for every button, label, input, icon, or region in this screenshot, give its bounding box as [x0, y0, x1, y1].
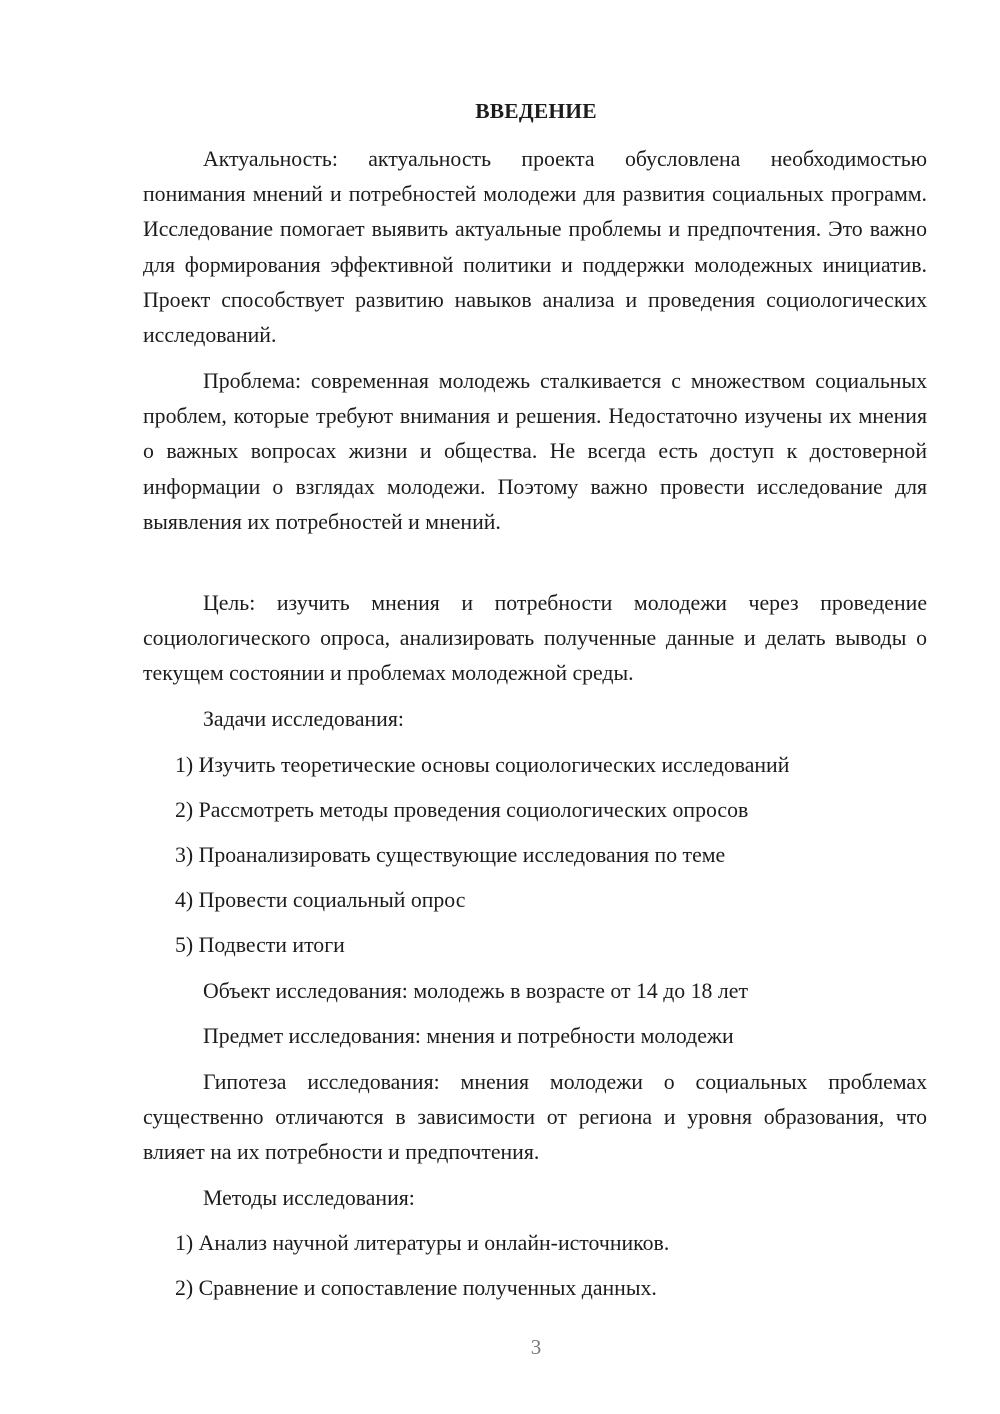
problem-paragraph: Проблема: современная молодежь сталкивается с множеством социальных проблем, которые требуют внимания и решения. Недостаточно изучены их мнения о важных вопросах жизни и общества. Не всегда есть доступ к достоверной информации о взглядах молодежи. Поэтому важно провести исследование для выявления их потребностей и мнений. — [143, 369, 927, 534]
task-item: 1) Изучить теоретические основы социологических исследований — [175, 753, 790, 777]
research-subject: Предмет исследования: мнения и потребности молодежи — [203, 1024, 734, 1048]
task-item: 2) Рассмотреть методы проведения социологических опросов — [175, 798, 749, 822]
page-number: 3 — [530, 1335, 542, 1359]
method-item: 1) Анализ научной литературы и онлайн-источников. — [175, 1231, 670, 1255]
task-item: 4) Провести социальный опрос — [175, 888, 466, 912]
methods-heading: Методы исследования: — [203, 1186, 415, 1210]
goal-paragraph: Цель: изучить мнения и потребности молодежи через проведение социологического опроса, анализировать полученные данные и делать выводы о текущем состоянии и проблемах молодежной среды. — [143, 591, 927, 686]
research-object: Объект исследования: молодежь в возрасте от 14 до 18 лет — [203, 979, 748, 1003]
task-item: 5) Подвести итоги — [175, 933, 345, 957]
method-item: 2) Сравнение и сопоставление полученных данных. — [175, 1276, 657, 1300]
page-title: ВВЕДЕНИЕ — [475, 99, 597, 123]
tasks-heading: Задачи исследования: — [203, 707, 404, 731]
relevance-paragraph: Актуальность: актуальность проекта обусловлена необходимостью понимания мнений и потребностей молодежи для развития социальных программ. Исследование помогает выявить актуальные проблемы и предпочтения. Это важно для формирования эффективной политики и поддержки молодежных инициатив. Проект способствует развитию навыков анализа и проведения социологических исследований. — [143, 147, 927, 348]
hypothesis-paragraph: Гипотеза исследования: мнения молодежи о социальных проблемах существенно отличаются в зависимости от региона и уровня образования, что влияет на их потребности и предпочтения. — [143, 1070, 927, 1165]
task-item: 3) Проанализировать существующие исследования по теме — [175, 843, 726, 867]
